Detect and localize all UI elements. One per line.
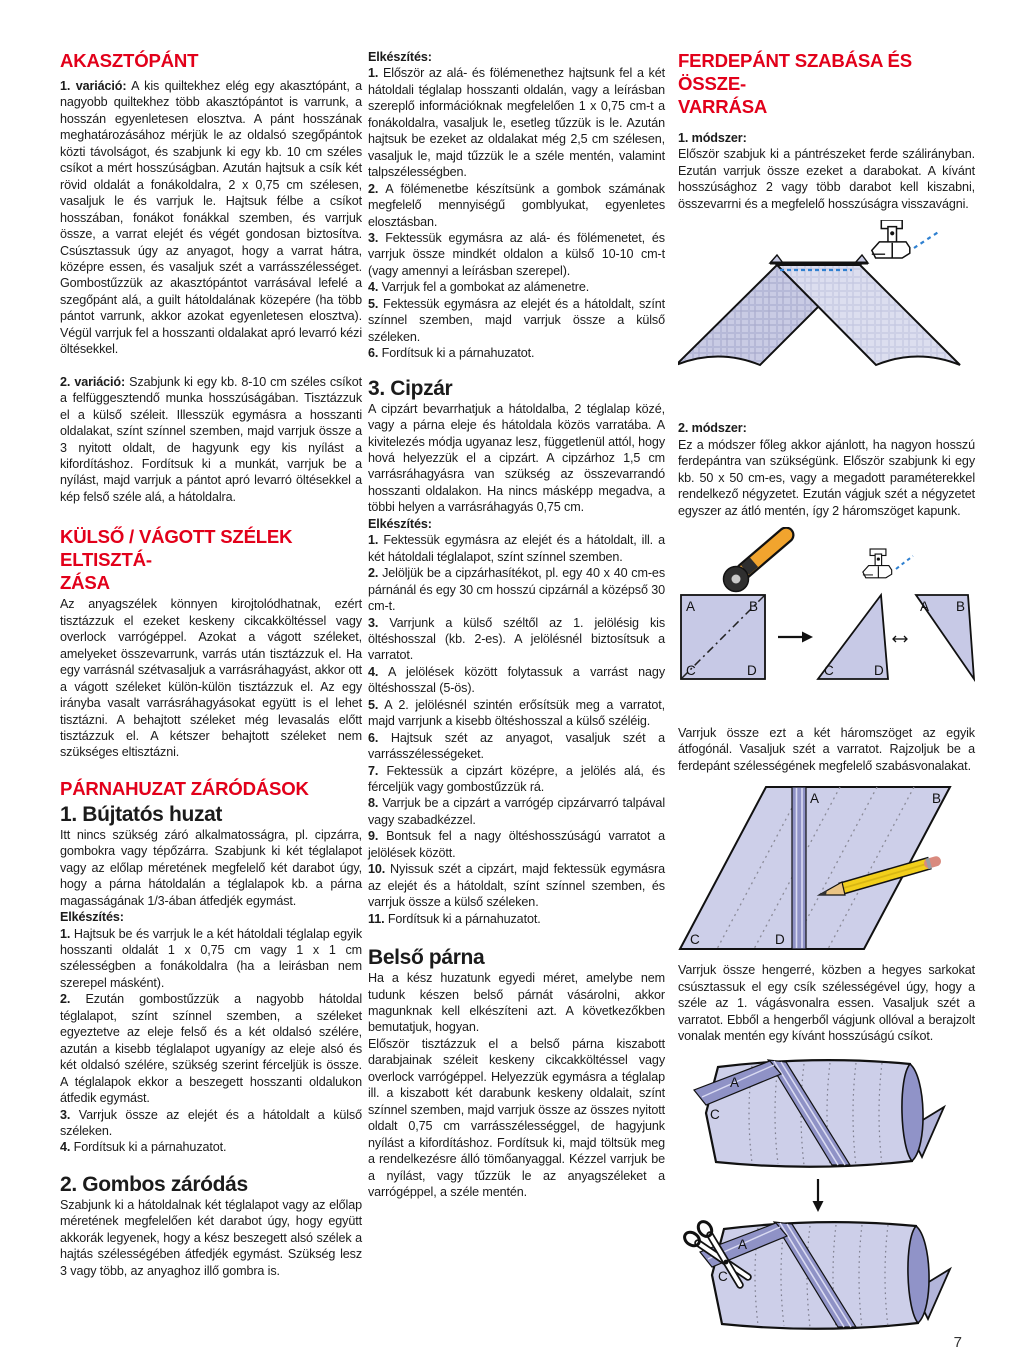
paragraph-belso-2: Először tisztázzuk el a belső párna kiszabott darabjainak széleit keskeny cikcakköltéssel vagy overlock varrógéppel. Helyezzük egymásra a téglalap ill. a kiszabott két darabunk keskeny oldalait, színt színnel szemben, majd varrjuk össze az összes nyitott oldalt 0,75 cm varrásszélességgel, de hagyjunk nyílást a kifordításhoz. Fordítsuk ki, majd töltsük meg a rendelkezésre álló tömőanyaggal. Kézzel varrjuk be a nyílást, vagy tűzzük le az anyagszéleket a varrógéppel, a széle mentén. — [368, 1036, 665, 1199]
label-method-1: 1. módszer: — [678, 131, 747, 145]
subheading-bujtatos: 1. Bújtatós huzat — [60, 802, 223, 826]
arrow-down-icon — [813, 1179, 824, 1212]
corner-label-c: C — [690, 932, 700, 948]
column-left — [60, 0, 362, 1279]
paragraph-variation1 — [60, 78, 362, 358]
paragraph-triangles: Varrjuk össze ezt a két háromszöget az egyik átfogónál. Vasaljuk szét a varratot. Rajzoljuk be a ferdepánt szélességének megfelelő szabásvonalakat. — [678, 725, 975, 773]
corner-label-b: B — [932, 791, 942, 807]
seam-band — [792, 787, 806, 949]
rotary-cutter-icon — [724, 535, 787, 592]
corner-label-b: B — [956, 598, 966, 614]
section-heading-parnahuzat: PÁRNAHUZAT ZÁRÓDÁSOK — [60, 777, 309, 799]
label-elkeszites: Elkészítés: — [60, 910, 124, 925]
step-item: 8. Varrjuk be a cipzárt a varrógép cipzárvarró talpával vagy szabadkézzel. — [368, 796, 665, 827]
step-item: 2. Ezután gombostűzzük a nagyobb hátoldal téglalapot, színt színnel szemben, a széleket egyeztetve az eleje felső és a két oldalsó szélére, azután a kisebb téglalapot ugyanígy az eleje alsó és két oldalsó szélére, szükség szerint férceljük is össze. A téglalapok ekkor a beszegett hosszanti oldalukon átfedik egymást. — [60, 992, 362, 1106]
step-item: 3. Varrjunk a külső széltől az 1. jelölésig kis öltéshosszal (kb. 2-es). A jelölésnél biztosítsuk a varratot. — [368, 615, 665, 663]
step-item: 3. Varrjuk össze az elejét és a hátoldalt a külső széleken. — [60, 1107, 362, 1139]
diagram-parallelogram-marking — [678, 782, 975, 954]
section-heading-kulso — [60, 525, 362, 594]
heading-line: VARRÁSA — [678, 96, 768, 117]
heading-line: ZÁSA — [60, 572, 110, 594]
heading-line: FERDEPÁNT SZABÁSA ÉS ÖSSZE- — [678, 50, 912, 94]
paragraph-cylinder: Varrjuk össze hengerré, közben a hegyes sarkokat csúsztassuk el egy csík szélességével úgy, hogy a széle az 1. vágásvonalra essen. Vasaljuk szét a varratot. Ebből a hengerből vágjunk ollóval a berajzolt vonalak mentén egy kívánt hosszúságú csíkot. — [678, 963, 975, 1044]
corner-label-a: A — [686, 598, 696, 614]
corner-label-d: D — [874, 662, 884, 678]
step-item: 4. Varrjuk fel a gombokat az alámenetre. — [368, 280, 590, 295]
step-item: 4. Fordítsuk ki a párnahuzatot. — [60, 1140, 227, 1155]
page-number: 7 — [953, 1334, 962, 1351]
heading-line: KÜLSŐ / VÁGOTT SZÉLEK ELTISZTÁ- — [60, 526, 293, 571]
diagram-tube-cutting — [678, 1053, 975, 1335]
presser-foot-icon — [872, 220, 940, 258]
step-item: 10. Nyissuk szét a cipzárt, majd fektessük egymásra az elejét és a hátoldalt, színt színnel szemben, és varrjuk össze a külső széleken. — [368, 862, 665, 910]
gap-double-arrow-icon — [893, 636, 907, 642]
column-right — [678, 0, 975, 1343]
corner-label-d: D — [775, 932, 785, 948]
paragraph-lead: 2. variáció: — [60, 374, 126, 389]
paragraph-method-2: Ez a módszer főleg akkor ajánlott, ha nagyon hosszú ferdepántra van szükségünk. Először szabjunk ki egy kb. 50 x 50 cm-es, vagy a megadott paraméterekkel rendelkező négyzetet. Ezután vágjuk szét a négyzetet egyszer az átló mentén, így 2 háromszöget kapunk. — [678, 437, 975, 518]
presser-foot-icon — [863, 549, 913, 578]
corner-label-c: C — [710, 1106, 720, 1122]
step-item: 1. Először az alá- és fölémenethez hajtsunk fel a két hátoldali téglalap hosszanti oldalán, vagy a leírásban szereplő információknak megfelelően 1 x 0,75 cm-t a fonákoldalra, vasaljuk le, esetleg tűzzük is le. Azután hajtsuk be ezeket az oldalakat még 2,5 cm szélesen, vasaljuk le, majd tűzzük le a széle mentén, valamint talpszélességben. — [368, 66, 665, 180]
step-item: 11. Fordítsuk ki a párnahuzatot. — [368, 911, 541, 926]
corner-label-a: A — [730, 1074, 740, 1090]
label-elkeszites: Elkészítés: — [368, 516, 432, 531]
corner-label-c: C — [824, 662, 834, 678]
step-item: 3. Fektessük egymásra az alá- és fölémenetet, és varrjuk össze mindkét oldalon a külső 10-10 cm-t (vagy amennyi a leírásban szerepel). — [368, 230, 665, 278]
corner-label-a: A — [920, 598, 930, 614]
step-item: 2. A fölémenetbe készítsünk a gombok számának megfelelő mennyiségű gomblyukat, egyenletes elosztásban. — [368, 181, 665, 229]
paragraph-gombos: Szabjunk ki a hátoldalnak két téglalapot vagy az előlap méretének megfelelően két darabot úgy, hogy együtt akkorák legyenek, hogy a kész beszegett alsó szélek a hajtás szélességében átfedjék egymást. Szükség lesz 3 vagy több, az anyaghoz illő gombra is. — [60, 1197, 362, 1278]
step-item: 6. Fordítsuk ki a párnahuzatot. — [368, 346, 535, 361]
step-item: 9. Bontsuk fel a nagy öltéshosszúságú varratot a jelölések között. — [368, 829, 665, 860]
paragraph-method-1: Először szabjuk ki a pántrészeket ferde szálirányban. Ezután varrjuk össze ezeket a darabokat. A kívánt hosszúsághoz 2 vagy több darabot kell kiszabni, összevarrni és a megfelelő hosszúságra visszavágni. — [678, 147, 975, 211]
diagram-square-to-triangles — [678, 527, 975, 717]
subheading-belso-parna: Belső párna — [368, 946, 485, 970]
corner-label-b: B — [749, 598, 759, 614]
step-item: 5. Fektessük egymásra az elejét és a hátoldalt, színt színnel szemben, majd varrjuk össze a külső széleken. — [368, 296, 665, 344]
step-item: 4. A jelölések között folytassuk a varrást nagy öltéshosszal (5-ös). — [368, 664, 665, 696]
corner-label-a: A — [738, 1236, 748, 1252]
section-heading-ferdepant — [678, 49, 975, 118]
subheading-cipzar: 3. Cipzár — [368, 376, 453, 400]
corner-label-c: C — [686, 662, 696, 678]
section-heading-akasztopant: AKASZTÓPÁNT — [60, 50, 199, 71]
paragraph-text: A kis quiltekhez elég egy akasztópánt, a nagyobb quiltekhez több akasztópántot is varrunk, a hosszán egyenletesen elosztva. A pánt hosszának meghatározásához mérjük le az oldalsó szegőpántok közti távolságot, és szabjunk ki egy kb. 10 cm széles csíkot a mért hosszúságban. Azután hajtsuk a csík két rövid oldalát a fonákoldalra, 2 x 0,75 cm szélesen, vasaljuk le és varrjuk le. Hajtsuk félbe a csíkot hosszában, fonákot fonákkal szemben, és varrjuk össze, a varrat elejét és végét gondosan biztosítva. Csúsztassuk úgy az anyagot, hogy a varrat hátra, középre essen, és vasaljuk szét a varrásszélességet. Gombostűzzük az akasztópántot varrásával lefelé a szegőpánt alá, a guilt hátoldalának közepére (ha több pántot varrunk, akkor azokat egyenletesen elosztva). Végül varrjuk fel a hosszanti oldalakat apró levarró kézi öltésekkel. — [60, 79, 363, 357]
corner-label-d: D — [747, 662, 757, 678]
paragraph-variation2 — [60, 374, 362, 506]
label-elkeszites: Elkészítés: — [368, 50, 432, 64]
paragraph-cipzar: A cipzárt bevarrhatjuk a hátoldalba, 2 téglalap közé, vagy a párna eleje és hátoldala közös varratába. A kivitelezés módja ugyanaz lesz, függetlenül attól, hogy hová helyezzük el a cipzárt. A cipzárhoz 1,5 cm varrásráhagyásra van szükség az összevarrandó hosszanti oldalakon. Ha nincs másképp megadva, a többi helyen a varrásráhagyás 0,75 cm. — [368, 401, 665, 515]
step-item: 1. Hajtsuk be és varrjuk le a két hátoldali téglalap egyik hosszanti oldalát 1 x 0,75 cm vagy 1 x 1 cm szélességben a fonákoldalra (ha a leirásban nem szerepel másként). — [60, 926, 363, 990]
paragraph-text: Szabjunk ki egy kb. 8-10 cm széles csíkot a felfüggesztendő munka hosszúságában. Tisztázzuk el a külső széleit. Illesszük egymásra a hosszanti oldalakat, színt színnel szemben, majd varrjuk össze a 3 nyitott oldalt, de hagyunk egy kis nyílást a kifordításhoz. Fordítsuk ki a munkát, varrjuk be a nyílást, majd varrjuk a pántot apró levarró öltésekkel a kép felső széle alá, a hátoldalra. — [60, 374, 362, 504]
corner-label-c: C — [718, 1268, 728, 1284]
step-item: 2. Jelöljük be a cipzárhasítékot, pl. egy 40 x 40 cm-es párnánál és egy 30 cm hosszú cipzárnál a középső 30 cm-t. — [368, 566, 666, 614]
paragraph-bujtatos: Itt nincs szükség záró alkalmatosságra, pl. cipzárra, gombokra vagy tépőzárra. Szabjunk ki két téglalapot vagy az előlap méretének megfelelő két darabot úgy, hogy a párna hátoldalán a téglalapok kb. a párna magasságának 1/3-ában átfedjék egymást. — [60, 827, 362, 908]
step-item: 6. Hajtsuk szét az anyagot, vasaljuk szét a varrásszélességeket. — [368, 730, 666, 762]
step-item: 7. Fektessük a cipzárt középre, a jelölés alá, és férceljük vagy gombostűzzük rá. — [368, 763, 665, 795]
column-middle — [368, 0, 665, 1200]
paragraph-kulso: Az anyagszélek könnyen kirojtolódhatnak, ezért tisztázzuk el ezeket keskeny cikcakköltéssel vagy overlock varrógéppel. Azokat a vágott széleket, amelyeket összevarrunk, varrás után tisztázzuk el. Ha egy varrásnál szétvasaljuk a varrásráhagyást, akkor ott a vágott széleket külön-külön tisztázzuk el. Az egy irányba vasalt varrásráhagyásokat együtt is el lehet tisztázni. A behajtott széleket még levasalás előtt tisztázzuk el. A kétszer behajtott széleket nem szükséges eltisztázni. — [60, 597, 362, 760]
subheading-gombos: 2. Gombos záródás — [60, 1172, 248, 1196]
corner-label-a: A — [810, 791, 820, 807]
arrow-right-icon — [778, 631, 813, 642]
step-item: 5. A 2. jelölésnél szintén erősítsük meg a varratot, majd varrjunk a kisebb öltéshosszal a külső széléig. — [368, 697, 665, 729]
paragraph-lead: 1. variáció: — [60, 79, 127, 93]
diagram-bias-strips-seam — [678, 220, 975, 412]
step-item: 1. Fektessük egymásra az elejét és a hátoldalt, ill. a két hátoldali téglalapot, színt színnel szemben. — [368, 533, 665, 564]
paragraph-belso-1: Ha a kész huzatunk egyedi méret, amelybe nem tudunk készen belső párnát vásárolni, akkor magunknak kell elkészíteni azt. A következőkben bemutatjuk, hogyan. — [368, 971, 665, 1035]
label-method-2: 2. módszer: — [678, 421, 747, 436]
